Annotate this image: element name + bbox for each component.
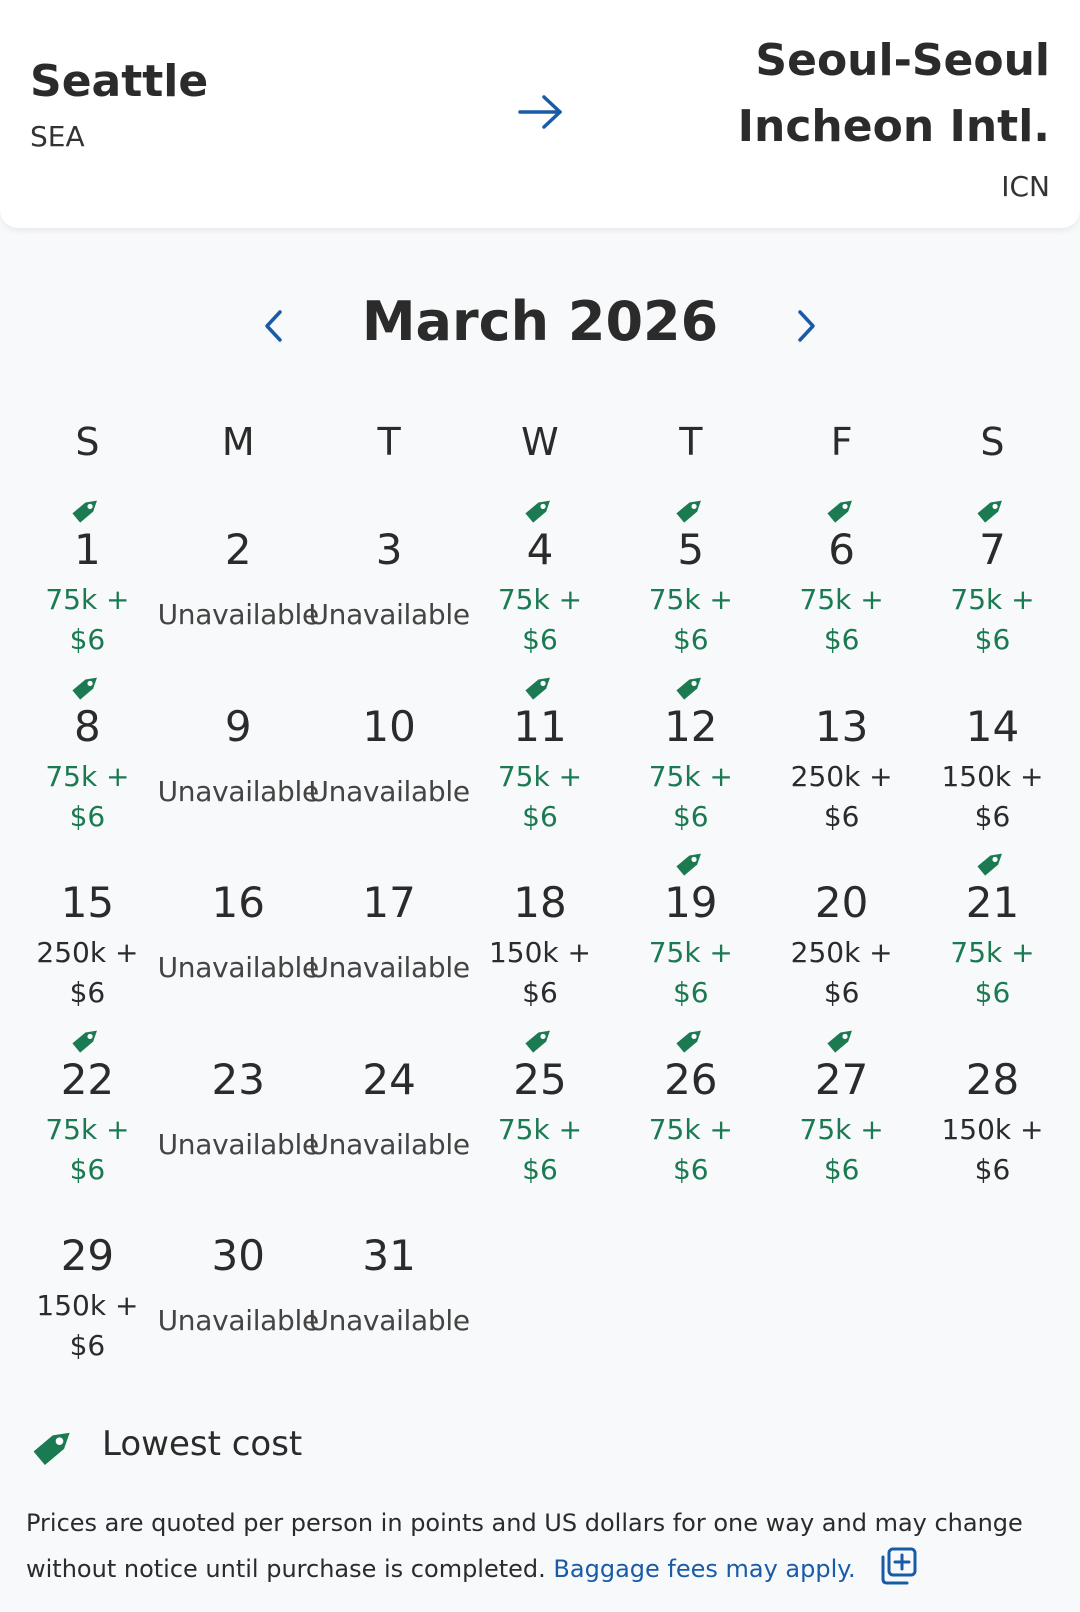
day-number: 8	[74, 701, 101, 751]
day-cell[interactable]	[465, 492, 616, 669]
day-number: 18	[513, 878, 567, 927]
day-number: 23	[211, 1054, 265, 1104]
price-tag-icon	[70, 669, 104, 703]
price-tag-icon	[70, 1022, 104, 1056]
baggage-fees-link[interactable]: Baggage fees may apply.	[553, 1555, 856, 1583]
day-cell[interactable]	[615, 669, 766, 846]
month-header	[0, 290, 1080, 360]
day-number: 28	[965, 1054, 1020, 1104]
origin	[30, 58, 208, 153]
day-price: 75k + $6	[648, 583, 733, 656]
day-number: 22	[60, 1054, 115, 1104]
day-cell[interactable]	[766, 492, 917, 669]
day-cell[interactable]	[917, 845, 1068, 1022]
previous-month-button[interactable]	[258, 306, 290, 346]
day-price: 150k + $6	[941, 759, 1044, 833]
price-tag-icon	[674, 845, 708, 879]
price-tag-icon	[674, 492, 708, 526]
day-cell[interactable]	[766, 1022, 917, 1199]
day-number: 4	[526, 525, 554, 574]
day-cell[interactable]	[615, 492, 766, 669]
destination-code: ICN	[1001, 170, 1050, 203]
day-price: 150k + $6	[488, 936, 591, 1009]
day-cell[interactable]	[12, 845, 163, 1022]
origin-city: Seattle	[30, 56, 209, 107]
day-price: 75k + $6	[950, 936, 1035, 1009]
day-cell[interactable]	[308, 1022, 470, 1199]
day-price: 75k + $6	[648, 936, 733, 1009]
unavailable-label: Unavailable	[308, 1127, 470, 1161]
day-number: 10	[362, 701, 416, 751]
day-price: 250k + $6	[790, 759, 893, 833]
day-number: 9	[224, 701, 252, 751]
day-cell[interactable]	[12, 1198, 163, 1375]
day-price: 150k + $6	[941, 1112, 1044, 1186]
weekday-label: F	[830, 420, 853, 464]
day-number: 30	[211, 1231, 265, 1280]
day-price: 75k + $6	[45, 583, 130, 656]
price-tag-icon	[825, 1022, 859, 1056]
destination-city-line-1: Seoul-Seoul	[755, 35, 1050, 86]
day-cell[interactable]	[308, 1198, 470, 1375]
weekday-label: W	[521, 420, 559, 464]
day-number: 29	[60, 1231, 115, 1280]
day-price: 75k + $6	[45, 759, 130, 833]
unavailable-label: Unavailable	[308, 774, 470, 808]
next-month-button[interactable]	[790, 306, 822, 346]
destination-city-line-2: Incheon Intl.	[737, 101, 1050, 152]
day-cell[interactable]	[917, 669, 1068, 846]
weekday-label: S	[980, 420, 1005, 464]
day-cell[interactable]	[766, 845, 917, 1022]
calendar-grid	[12, 492, 1068, 1375]
day-number: 6	[828, 525, 855, 574]
price-tag-icon	[674, 1022, 708, 1056]
day-price: 75k + $6	[497, 583, 583, 656]
day-price: 75k + $6	[799, 583, 884, 656]
price-tag-icon	[30, 1420, 80, 1470]
day-cell[interactable]	[308, 845, 470, 1022]
day-cell[interactable]	[157, 845, 319, 1022]
legend-label: Lowest cost	[102, 1424, 303, 1464]
day-cell[interactable]	[615, 1022, 766, 1199]
weekday-label: S	[75, 420, 100, 464]
unavailable-label: Unavailable	[157, 598, 319, 631]
day-price: 250k + $6	[790, 936, 893, 1009]
month-title: March 2026	[361, 290, 719, 353]
weekday-label: T	[679, 420, 703, 464]
day-cell[interactable]	[465, 845, 616, 1022]
day-number: 21	[965, 878, 1020, 927]
day-number: 25	[513, 1054, 567, 1104]
day-number: 31	[362, 1231, 416, 1280]
external-window-icon[interactable]	[877, 1545, 919, 1587]
day-cell[interactable]	[308, 669, 470, 846]
disclaimer-text: Prices are quoted per person in points and US dollars for one way and may change without notice until purchase is completed.	[26, 1509, 1023, 1583]
day-number: 13	[814, 701, 869, 751]
price-tag-icon	[975, 492, 1009, 526]
day-number: 7	[979, 525, 1006, 574]
day-cell[interactable]	[157, 1022, 319, 1199]
price-tag-icon	[70, 492, 104, 526]
day-cell[interactable]	[157, 492, 319, 669]
day-price: 75k + $6	[799, 1112, 884, 1186]
day-cell[interactable]	[917, 1022, 1068, 1199]
day-price: 75k + $6	[497, 1112, 583, 1186]
day-cell[interactable]	[308, 492, 470, 669]
day-number: 2	[224, 525, 252, 574]
route-summary-card	[0, 0, 1080, 228]
day-cell[interactable]	[12, 1022, 163, 1199]
day-number: 1	[74, 525, 101, 574]
day-price: 75k + $6	[45, 1112, 130, 1186]
weekday-label: M	[221, 420, 255, 464]
day-number: 14	[965, 701, 1020, 751]
day-price: 75k + $6	[648, 759, 733, 833]
day-number: 5	[677, 525, 705, 574]
unavailable-label: Unavailable	[157, 774, 319, 808]
price-tag-icon	[523, 1022, 557, 1056]
unavailable-label: Unavailable	[308, 1304, 470, 1337]
day-price: 75k + $6	[497, 759, 583, 833]
day-number: 16	[211, 878, 265, 927]
day-number: 15	[60, 878, 115, 927]
day-price: 75k + $6	[950, 583, 1035, 656]
destination	[738, 28, 1050, 203]
price-tag-icon	[825, 492, 859, 526]
day-cell[interactable]	[766, 669, 917, 846]
day-cell[interactable]	[12, 492, 163, 669]
day-cell[interactable]	[157, 669, 319, 846]
day-cell[interactable]	[465, 669, 616, 846]
price-tag-icon	[523, 492, 557, 526]
day-number: 19	[664, 878, 718, 927]
price-disclaimer	[26, 1500, 1056, 1592]
day-number: 11	[513, 701, 567, 751]
price-tag-icon	[674, 669, 708, 703]
day-cell[interactable]	[12, 669, 163, 846]
day-number: 27	[814, 1054, 869, 1104]
day-price: 150k + $6	[36, 1289, 139, 1362]
origin-code: SEA	[30, 120, 85, 154]
price-tag-icon	[975, 845, 1009, 879]
unavailable-label: Unavailable	[157, 1304, 319, 1337]
day-number: 26	[664, 1054, 718, 1104]
day-number: 3	[375, 525, 403, 574]
price-tag-icon	[523, 669, 557, 703]
day-price: 250k + $6	[36, 936, 139, 1009]
day-price: 75k + $6	[648, 1112, 733, 1186]
day-cell[interactable]	[465, 1022, 616, 1199]
day-cell[interactable]	[157, 1198, 319, 1375]
unavailable-label: Unavailable	[157, 951, 319, 984]
day-number: 17	[362, 878, 416, 927]
weekday-label: T	[377, 420, 401, 464]
day-number: 24	[362, 1054, 416, 1104]
unavailable-label: Unavailable	[308, 951, 470, 984]
unavailable-label: Unavailable	[157, 1127, 319, 1161]
day-number: 20	[814, 878, 869, 927]
weekday-header-row	[12, 420, 1068, 464]
day-number: 12	[664, 701, 718, 751]
arrow-right-icon	[518, 92, 564, 132]
day-cell[interactable]	[615, 845, 766, 1022]
day-cell[interactable]	[917, 492, 1068, 669]
unavailable-label: Unavailable	[308, 598, 470, 631]
